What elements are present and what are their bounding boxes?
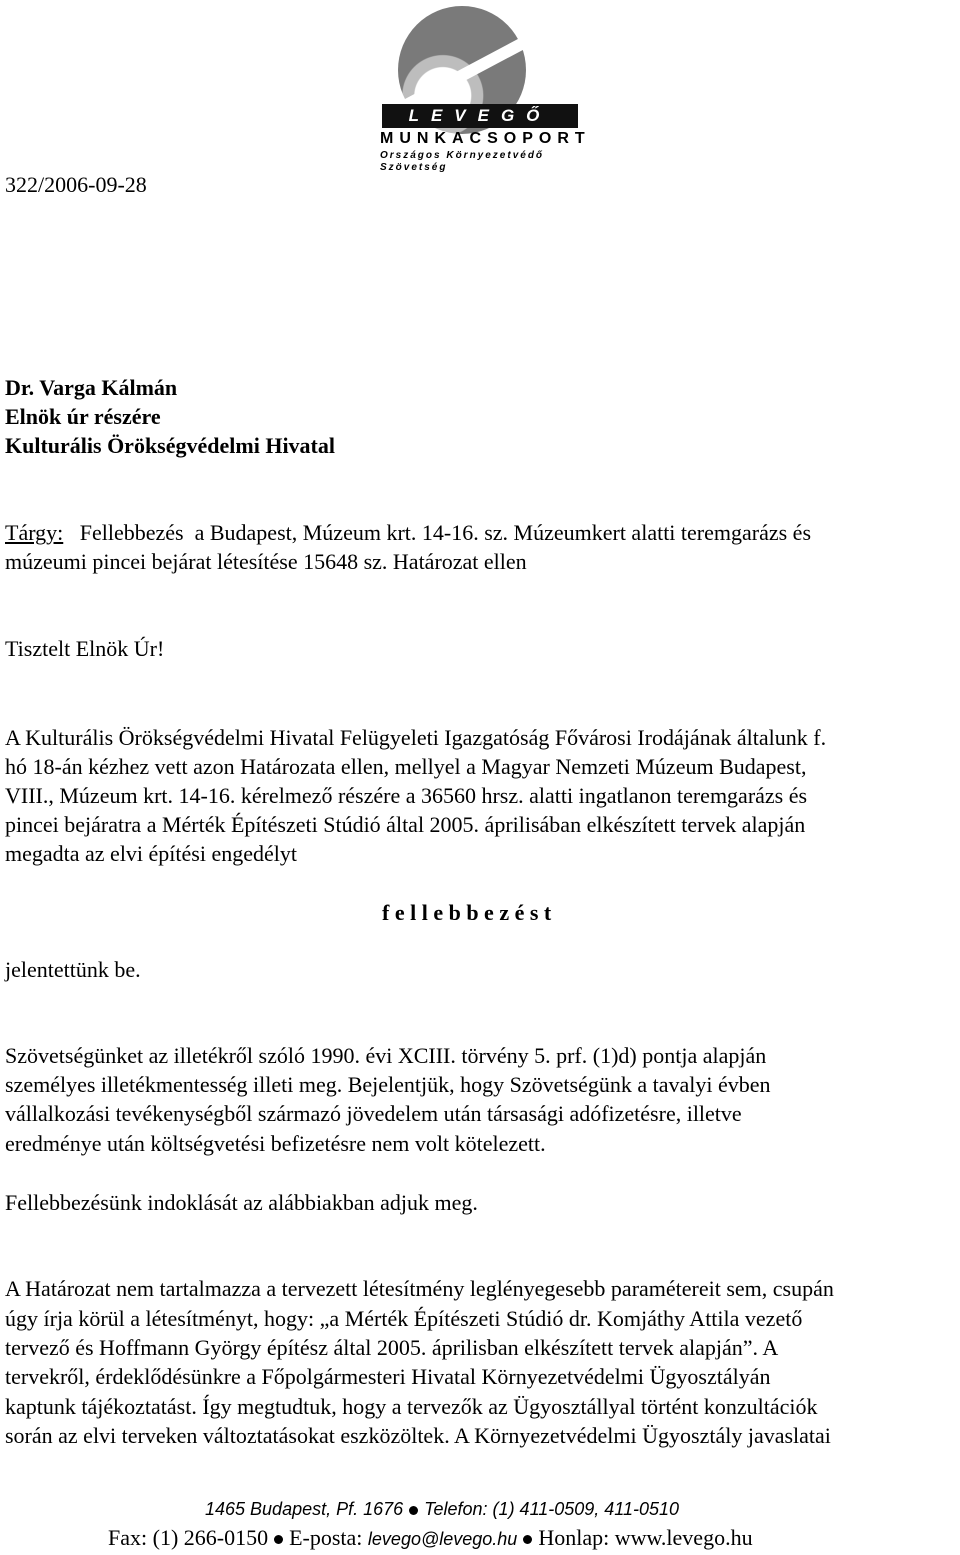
subject-line-2: múzeumi pincei bejárat létesítése 15648 sz. Határozat ellen [5, 549, 527, 574]
paragraph-2-line: vállalkozási tevékenységből származó jövedelem után társasági adófizetésre, illetve [5, 1101, 742, 1126]
logo-line-3: Szövetség [380, 162, 448, 173]
paragraph-1-line: hó 18-án kézhez vett azon Határozata ellen, mellyel a Magyar Nemzeti Múzeum Budapest, [5, 754, 807, 779]
footer-phone: Telefon: (1) 411-0509, 411-0510 [424, 1499, 680, 1519]
bullet-icon [274, 1535, 283, 1544]
logo-line-2: Országos Környezetvédő [380, 150, 545, 161]
paragraph-2-line: Szövetségünket az illetékről szóló 1990. évi XCIII. törvény 5. prf. (1)d) pontja alapján [5, 1043, 767, 1068]
paragraph-4-line: tervekről, érdeklődésünkre a Főpolgármesteri Hivatal Környezetvédelmi Ügyosztályán [5, 1364, 771, 1389]
paragraph-4-line: kaptunk tájékoztatást. Így megtudtuk, hogy a tervezők az Ügyosztállyal történt konzultációk [5, 1394, 818, 1419]
bullet-icon [409, 1506, 418, 1515]
footer-web[interactable]: Honlap: www.levego.hu [538, 1525, 753, 1550]
recipient-name: Dr. Varga Kálmán [5, 375, 178, 400]
paragraph-3: Fellebbezésünk indoklását az alábbiakban adjuk meg. [5, 1190, 478, 1215]
subject-text-1: Fellebbezés a Budapest, Múzeum krt. 14-16. sz. Múzeumkert alatti teremgarázs és [63, 520, 812, 545]
reference-number: 322/2006-09-28 [5, 172, 147, 197]
footer-email-label: E-posta: [289, 1525, 363, 1550]
logo-line-1: MUNKACSOPORT [380, 130, 591, 147]
appeal-heading: f e l l e b b e z é s t [382, 900, 552, 925]
paragraph-4-line: tervező és Hoffmann György építész által 2005. áprilisban elkészített tervek alapján”. A [5, 1335, 779, 1360]
salutation: Tisztelt Elnök Úr! [5, 636, 165, 661]
paragraph-2-line: eredménye után költségvetési befizetésre nem volt kötelezett. [5, 1131, 546, 1156]
paragraph-4-line: úgy írja körül a létesítményt, hogy: „a Mérték Építészeti Stúdió dr. Komjáthy Attila vezető [5, 1306, 803, 1331]
subject-label: Tárgy: [5, 520, 64, 545]
recipient-org: Kulturális Örökségvédelmi Hivatal [5, 433, 335, 458]
footer-line-2 [108, 1525, 753, 1551]
paragraph-4-line: A Határozat nem tartalmazza a tervezett létesítmény leglényegesebb paramétereit sem, csupán [5, 1276, 834, 1301]
subject-line-1 [5, 519, 811, 547]
bullet-icon [523, 1535, 532, 1544]
footer-fax: Fax: (1) 266-0150 [108, 1525, 269, 1550]
recipient-role: Elnök úr részére [5, 404, 161, 429]
reported-text: jelentettünk be. [5, 957, 141, 982]
paragraph-1-line: pincei bejáratra a Mérték Építészeti Stúdió által 2005. áprilisában elkészített tervek alapján [5, 812, 806, 837]
footer-email[interactable]: levego@levego.hu [367, 1529, 518, 1549]
paragraph-1-line: megadta az elvi építési engedélyt [5, 841, 297, 866]
organization-logo [378, 6, 591, 173]
logo-band: LEVEGŐ [382, 104, 578, 128]
footer-address: 1465 Budapest, Pf. 1676 [205, 1499, 404, 1519]
paragraph-1-line: VIII., Múzeum krt. 14-16. kérelmező részére a 36560 hrsz. alatti ingatlanon teremgarázs és [5, 783, 808, 808]
paragraph-4-line: során az elvi terveken változtatásokat eszközöltek. A Környezetvédelmi Ügyosztály javaslatai [5, 1423, 831, 1448]
paragraph-1-line: A Kulturális Örökségvédelmi Hivatal Felügyeleti Igazgatóság Fővárosi Irodájának általunk f. [5, 725, 827, 750]
paragraph-2-line: személyes illetékmentesség illeti meg. Bejelentjük, hogy Szövetségünk a tavalyi évben [5, 1072, 771, 1097]
footer-line-1 [205, 1499, 679, 1520]
